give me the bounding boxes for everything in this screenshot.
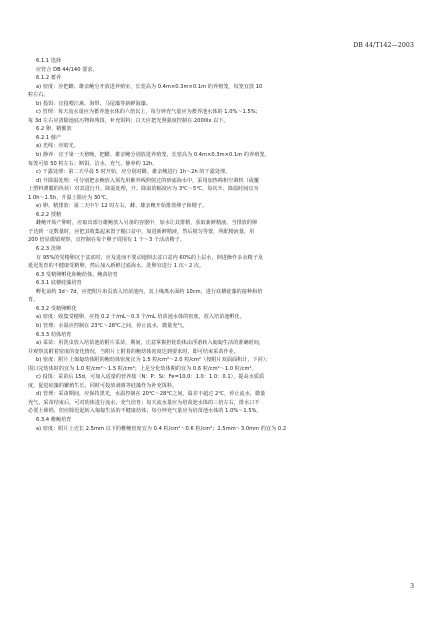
text-line: 200 倍显微镜观察，宜控制在每个卵子周围有 1 个～3 个活动精子。 xyxy=(28,237,185,244)
section-heading: 6.2.3 洗卵 xyxy=(36,246,62,253)
text-line: 子达到一定数量时，应把其收集起来置于糙口盆中，加进新鲜精液，然后搅匀等置，所配精液量，用 xyxy=(28,228,255,235)
text-line: c) 投饵：采苗后 15d，可加入适量的营养盐（N：P：Si：Fe=10.0：1.0：1.0：0.1），提高水质质 xyxy=(36,374,265,381)
text-line: 孵化前约 3d～7d，应把附片串页放入培苗池内，其上缘离水面约 10cm，进行底栖硅藻的接种和培 xyxy=(36,288,263,295)
section-heading: 6.3.2 受精卵孵化 xyxy=(36,305,77,312)
text-line: b) 投饵：宜投喂江蓠、海带、马尾藻等新鲜海藻。 xyxy=(36,100,152,107)
section-heading: 6.1.2 蓄养 xyxy=(36,75,62,82)
text-line: a) 密度：应把雌、雄亲鲍分开放进养殖室，长宽高为 0.4m×0.3m×0.1m 的养殖笼，每笼宜放 10 xyxy=(36,83,263,90)
text-line: c) 管理：每天流水量应为蓄养池水体的六倍以上，每分钟充气量应为蓄养池水体的 1.0%～1.5%； xyxy=(36,109,261,116)
text-line: d) 升降温处理：可分别把亲鲍放入预先用紫外线照射过的砂滤海水中，采用加热棒和空调机（或覆 xyxy=(36,177,260,184)
text-line: a) 光线：应暗光。 xyxy=(36,143,79,150)
text-line: a) 密度：附片上壳长 2.5mm 以下的稚鲍密度宜为 0.4 粒/cm²～0.6 粒/cm²；2.5mm～3.0mm 的宜为 0.2 xyxy=(36,425,287,432)
document-body xyxy=(28,57,416,433)
page-number: 3 xyxy=(410,583,414,590)
text-line: 育。 xyxy=(28,297,39,304)
text-line: d) 管理：采苗期间，应保持黑光，水温控制在 20℃～28℃之间，温差不超过 2℃，停止流水，微量 xyxy=(36,391,266,398)
text-line: 充气。采苗结束后，可对幼体进行流水、充气培育；每天流水量应为培苗池水体的三倍左右，排水口不 xyxy=(28,399,260,406)
text-line: 1.0h～1.5h，升温上限应为 30℃。 xyxy=(28,194,112,201)
section-heading: 6.2.2 授精 xyxy=(36,211,62,218)
text-line: 每 3d 左右应清除池底污物和残饵，补充饵料；白天应把光照强度控制在 2000lx 以下。 xyxy=(28,117,229,124)
text-line: b) 密度：附片上匍匐幼体附的鲍幼体密度宜为 1.5 粒/cm²～2.0 粒/cm²（按附片双面面积计，下同）； xyxy=(36,357,271,364)
section-heading: 6.2.1 催产 xyxy=(36,134,62,141)
section-heading: 6.3 受精卵孵化和鲍幼体、鲍苗培育 xyxy=(36,271,118,278)
text-line: 每笼可放 50 粒左右；断饵、洁水、充气、静养约 12h。 xyxy=(28,160,158,167)
section-heading: 6.2 卵、精催放 xyxy=(36,126,72,133)
text-line: 并观察其附着密度的变化情况，当附片上附着的鲍幼体密度达到要求时，即可结束采苗作业。 xyxy=(28,348,239,355)
text-line: 围口完幼体时的宜为 1.0 粒/cm²～1.5 粒/cm²；上足分化幼体期的宜为 0.6 粒/cm²～1.0 粒/cm²。 xyxy=(28,365,257,372)
text-line: 必要上筛绢，但应除迟起转入匍匐生活的不健康幼体；每分钟充气量应为培苗池水体的 1.0%～1.5%。 xyxy=(28,408,262,415)
text-line: b) 管理：水温应控制在 23℃～28℃之间，停止流水，微量充气。 xyxy=(36,322,188,329)
text-line: 粒左右。 xyxy=(28,92,49,99)
text-line: b) 静养：宜于第一天傍晚，把雌、雄亲鲍分别放进养殖笼，长宽高为 0.4m×0.3m×0.1m 的养殖笼， xyxy=(36,152,270,159)
section-heading: 6.3.4 稚鲍培育 xyxy=(36,416,72,423)
text-line: a) 密度：收集受精卵，应按 0.2 个/mL～0.3 个/mL 培苗池水体的密度，放入培苗池孵化。 xyxy=(36,314,245,321)
text-line: 应符合 DB 44/140 要求。 xyxy=(36,66,98,73)
text-line: c) 干露处理：第二天早晨 5 时开始，应分别对雌、雄亲鲍进行 1h～2h 的干露处理。 xyxy=(36,169,231,176)
section-heading: 6.3.1 底棲硅藻培育 xyxy=(36,280,82,287)
section-heading: 6.3.3 幼体培育 xyxy=(36,331,72,338)
standard-code: DB 44/T142—2003 xyxy=(353,42,414,49)
section-heading: 6.1.1 选择 xyxy=(36,58,62,64)
text-line: 延迟发育的不健康受精卵，然后加入新鲜过滤海水。洗卵宜进行 1 次～2 次。 xyxy=(28,263,205,270)
text-line: 度，促进硅藻的繁殖生长，同时可投放剥离等硅藻作为补充饵料。 xyxy=(28,382,178,389)
text-line: 雌鲍开始产卵时，应取出部分雄鲍放入另备的容器中，加水让其排精，获取新鲜精液。当排放的卵 xyxy=(36,220,258,227)
text-line: a) 采苗：用洗虫放入培苗池的附片采苗，期间，注意掌握担轮幼体由浮游转入匍匐生活的准确时间， xyxy=(36,340,265,347)
text-line: 上塑料薄膜的块状）对其进行升、降温处理，升、降温的幅度应为 3℃～5℃，每次升、降温时间宜为 xyxy=(28,186,259,193)
text-line: 有 95%的受精卵沉于盆底时，应及进而不要动地倒去盆口盆内 60%的上层水，倒进操作多余精子及 xyxy=(36,254,263,261)
text-line: e) 卵、精排放：第二天中午 12 时左右，雌、雄亲鲍开始排放卵子和精子。 xyxy=(36,203,208,210)
